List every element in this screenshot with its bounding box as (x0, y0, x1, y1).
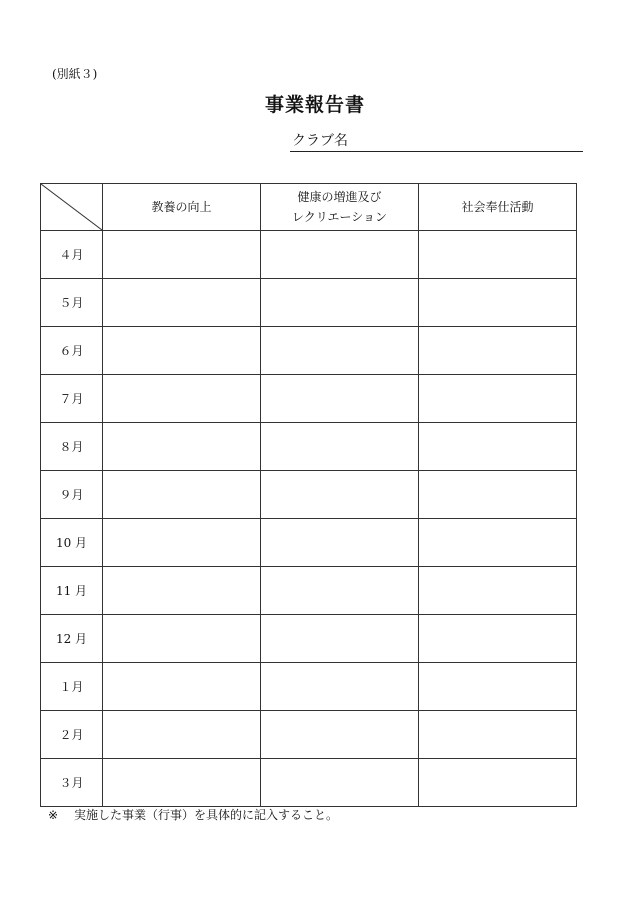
entry-cell[interactable] (103, 327, 261, 375)
month-cell: 11 月 (41, 567, 103, 615)
table-row (41, 663, 577, 711)
document-title: 事業報告書 (264, 94, 365, 116)
table-row (41, 471, 577, 519)
entry-cell[interactable] (261, 231, 419, 279)
column-header: 健康の増進及び レクリエーション (261, 184, 419, 231)
entry-cell[interactable] (419, 279, 577, 327)
report-table (40, 183, 577, 807)
table-row (41, 231, 577, 279)
month-cell: ２月 (41, 711, 103, 759)
entry-cell[interactable] (419, 423, 577, 471)
entry-cell[interactable] (103, 279, 261, 327)
entry-cell[interactable] (103, 519, 261, 567)
club-name-field[interactable] (290, 133, 583, 152)
club-name-label: クラブ名 (292, 133, 348, 149)
entry-cell[interactable] (419, 327, 577, 375)
entry-cell[interactable] (103, 471, 261, 519)
footnote (48, 806, 338, 823)
month-cell: 10 月 (41, 519, 103, 567)
entry-cell[interactable] (261, 663, 419, 711)
entry-cell[interactable] (261, 567, 419, 615)
table-body (41, 231, 577, 807)
entry-cell[interactable] (261, 615, 419, 663)
entry-cell[interactable] (103, 567, 261, 615)
table-row (41, 711, 577, 759)
entry-cell[interactable] (261, 327, 419, 375)
entry-cell[interactable] (103, 231, 261, 279)
month-cell: １月 (41, 663, 103, 711)
entry-cell[interactable] (261, 711, 419, 759)
entry-cell[interactable] (103, 375, 261, 423)
entry-cell[interactable] (419, 471, 577, 519)
table-header-row (41, 184, 577, 231)
entry-cell[interactable] (419, 519, 577, 567)
entry-cell[interactable] (419, 663, 577, 711)
month-cell: 12 月 (41, 615, 103, 663)
footnote-mark: ※ (48, 808, 59, 822)
entry-cell[interactable] (419, 711, 577, 759)
entry-cell[interactable] (419, 615, 577, 663)
entry-cell[interactable] (261, 471, 419, 519)
table-row (41, 567, 577, 615)
month-cell: ９月 (41, 471, 103, 519)
entry-cell[interactable] (419, 231, 577, 279)
entry-cell[interactable] (261, 423, 419, 471)
column-header: 社会奉仕活動 (419, 184, 577, 231)
entry-cell[interactable] (261, 759, 419, 807)
month-cell: ７月 (41, 375, 103, 423)
entry-cell[interactable] (261, 279, 419, 327)
entry-cell[interactable] (103, 615, 261, 663)
entry-cell[interactable] (261, 519, 419, 567)
entry-cell[interactable] (103, 663, 261, 711)
month-cell: ４月 (41, 231, 103, 279)
table-row (41, 423, 577, 471)
entry-cell[interactable] (261, 375, 419, 423)
table-row (41, 279, 577, 327)
entry-cell[interactable] (103, 759, 261, 807)
corner-cell (41, 184, 103, 231)
attachment-label: (別紙３) (52, 67, 98, 81)
table-row (41, 375, 577, 423)
footnote-text: 実施した事業（行事）を具体的に記入すること。 (74, 808, 339, 822)
table-row (41, 327, 577, 375)
column-header: 教養の向上 (103, 184, 261, 231)
table-row (41, 759, 577, 807)
entry-cell[interactable] (419, 567, 577, 615)
entry-cell[interactable] (419, 375, 577, 423)
table-row (41, 615, 577, 663)
entry-cell[interactable] (103, 711, 261, 759)
month-cell: ３月 (41, 759, 103, 807)
month-cell: ８月 (41, 423, 103, 471)
table-row (41, 519, 577, 567)
entry-cell[interactable] (103, 423, 261, 471)
diagonal-line (41, 184, 102, 230)
entry-cell[interactable] (419, 759, 577, 807)
month-cell: ６月 (41, 327, 103, 375)
month-cell: ５月 (41, 279, 103, 327)
